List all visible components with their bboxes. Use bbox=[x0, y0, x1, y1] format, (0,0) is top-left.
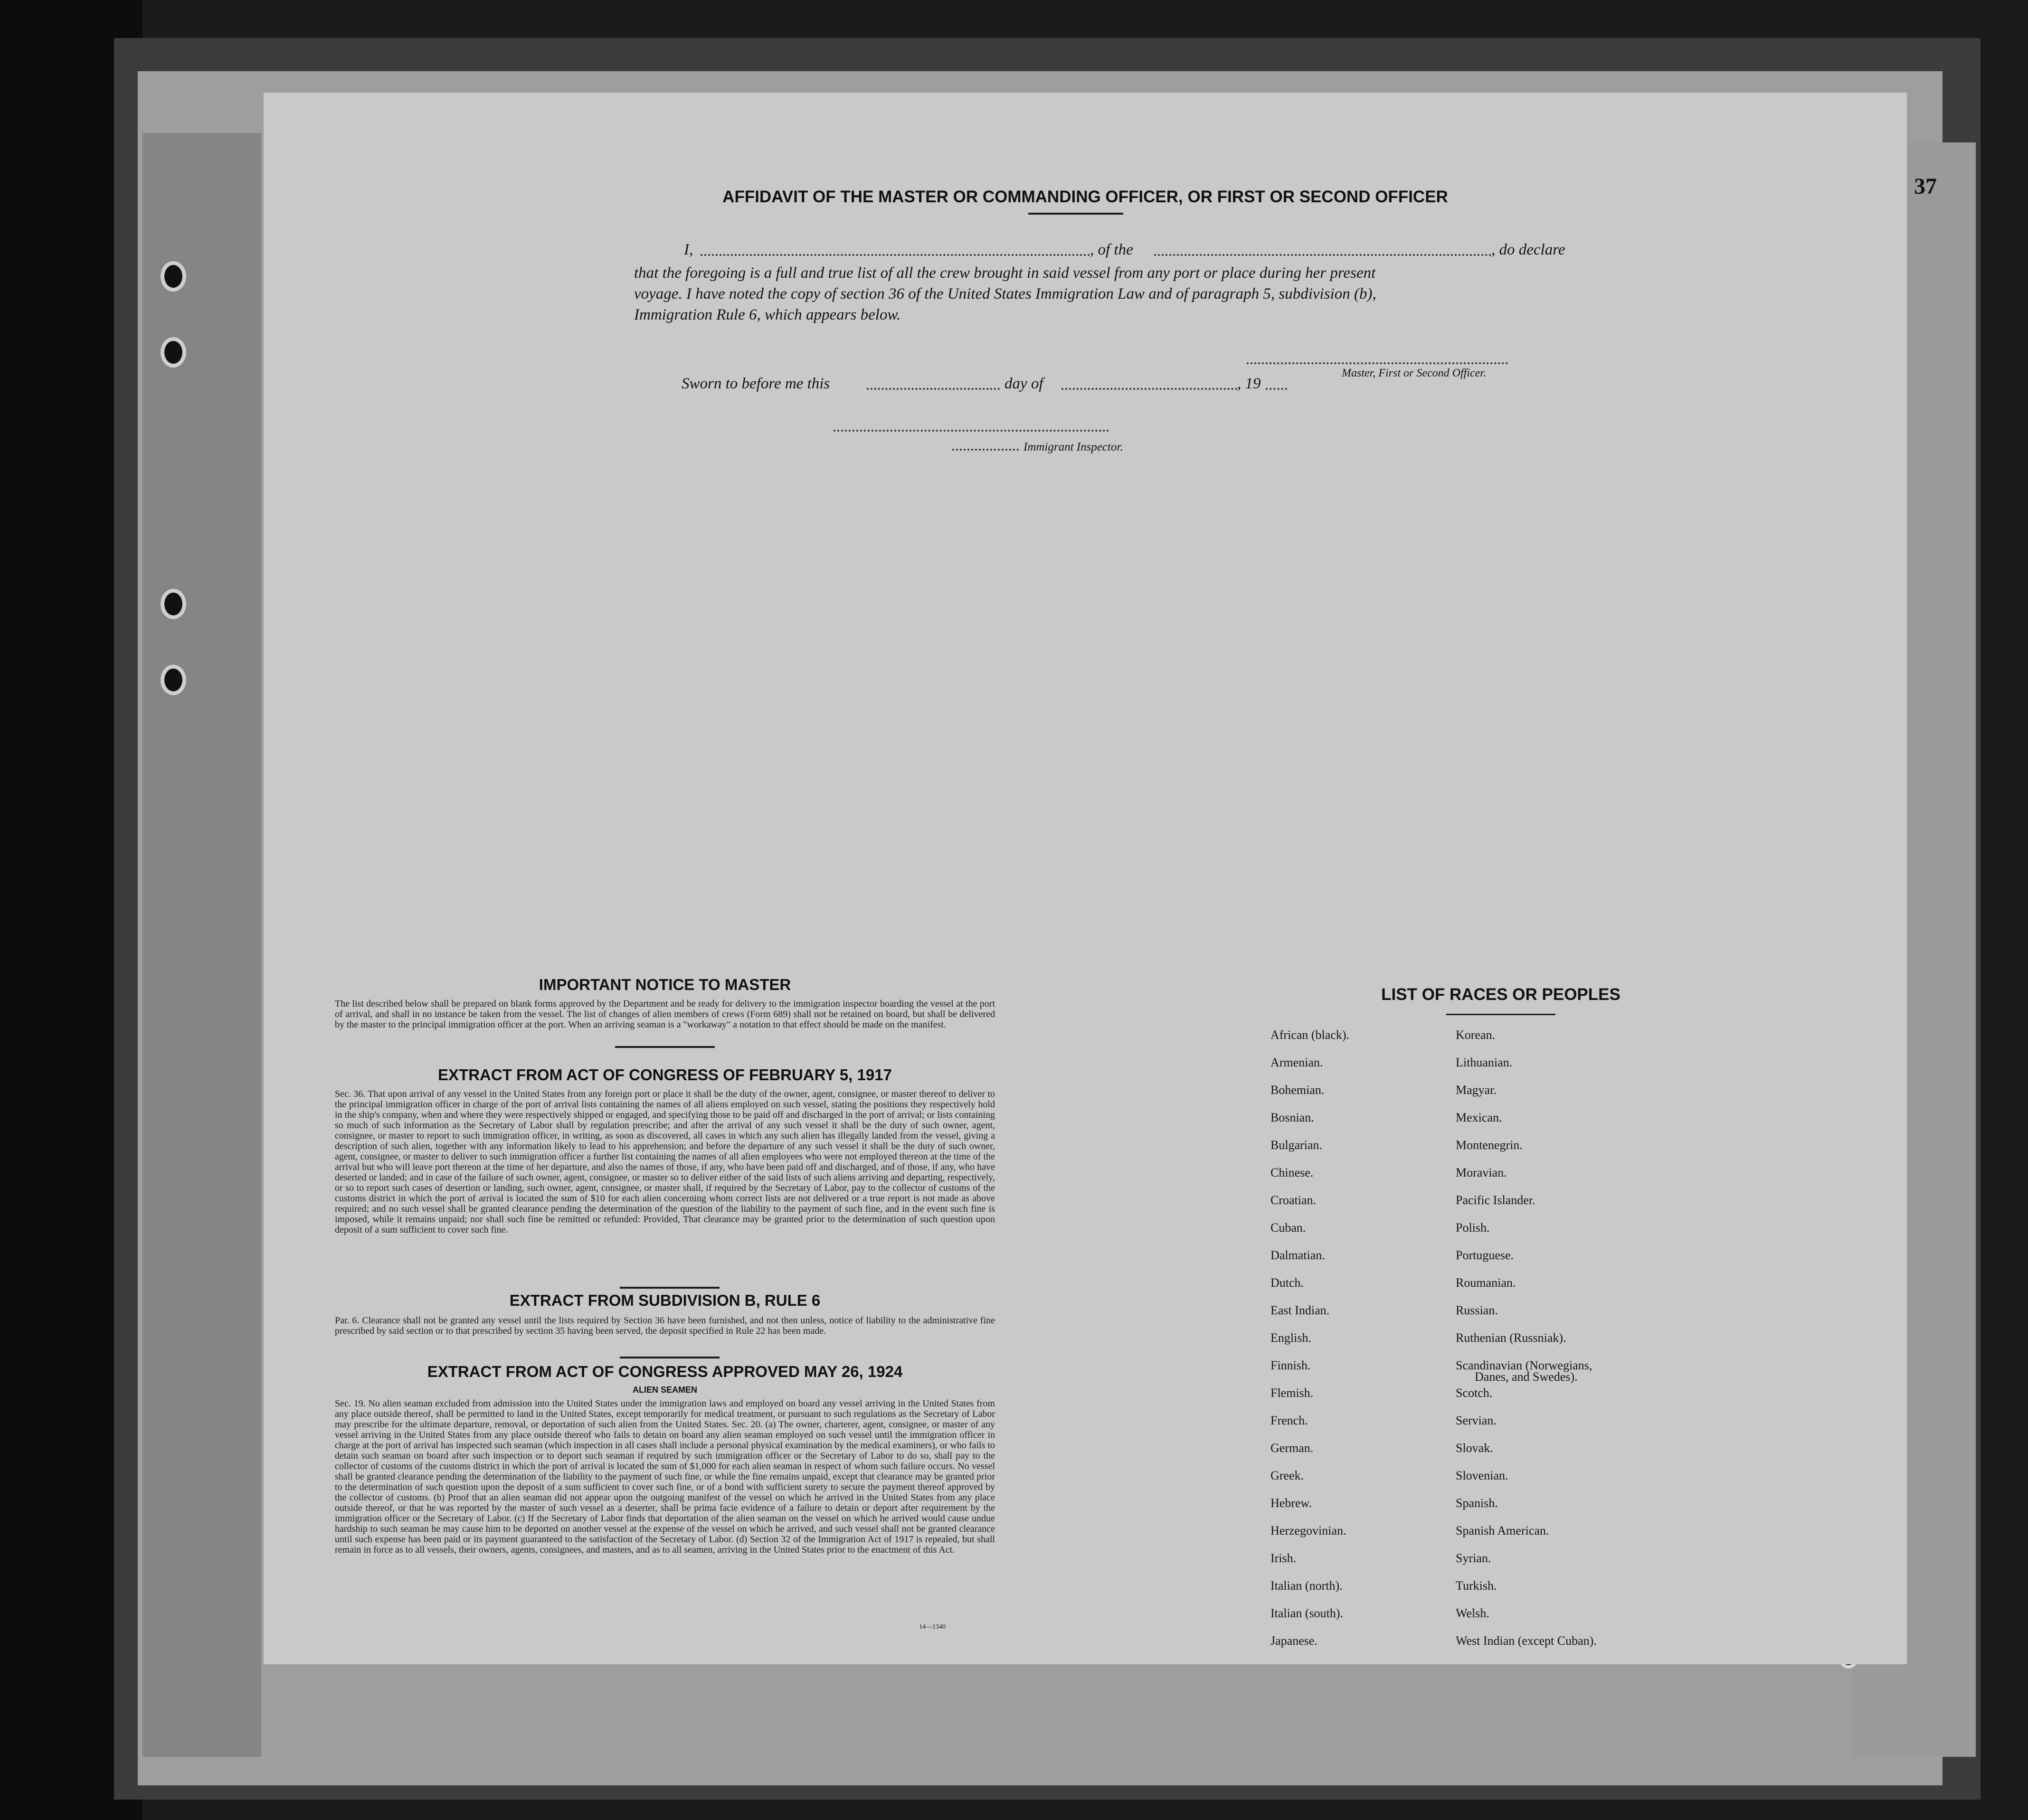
affidavit-title: AFFIDAVIT OF THE MASTER OR COMMANDING OFFICER, OR FIRST OR SECOND OFFICER bbox=[722, 188, 1448, 206]
race-item: Hebrew. bbox=[1270, 1496, 1312, 1510]
race-item: Scotch. bbox=[1456, 1386, 1493, 1400]
race-item: Portuguese. bbox=[1456, 1248, 1514, 1262]
race-item: Chinese. bbox=[1270, 1166, 1314, 1179]
divider bbox=[615, 1046, 715, 1048]
notice-title: IMPORTANT NOTICE TO MASTER bbox=[539, 976, 791, 993]
race-item: Montenegrin. bbox=[1456, 1138, 1523, 1152]
master-signature-line bbox=[1247, 362, 1508, 364]
extract-rule6-text: Par. 6. Clearance shall not be granted any vessel until the lists required by Section 36 have been furnished, and not then unless, notice of liability to the administrative fine prescribed by said section or to that prescribed by section 35 having been served, the deposit specified in Rule 22 has been made. bbox=[335, 1315, 995, 1336]
race-item: Korean. bbox=[1456, 1028, 1496, 1042]
sworn-year-line bbox=[1266, 388, 1287, 390]
extract-1917-title: EXTRACT FROM ACT OF CONGRESS OF FEBRUARY 5, 1917 bbox=[438, 1066, 892, 1084]
race-item: Russian. bbox=[1456, 1303, 1498, 1317]
vessel-name-line bbox=[1154, 254, 1491, 256]
race-item: Lithuanian. bbox=[1456, 1056, 1513, 1069]
binder-hole bbox=[161, 589, 186, 619]
race-item: Greek. bbox=[1270, 1469, 1304, 1482]
extract-1924-title: EXTRACT FROM ACT OF CONGRESS APPROVED MAY 26, 1924 bbox=[427, 1363, 903, 1380]
race-item: Armenian. bbox=[1270, 1056, 1323, 1069]
binder-hole bbox=[161, 337, 186, 368]
race-item: Dutch. bbox=[1270, 1276, 1304, 1290]
form-code: 14—1340 bbox=[919, 1623, 946, 1631]
sworn-day-of: day of bbox=[1005, 375, 1043, 392]
affidavit-declare: , do declare bbox=[1491, 241, 1565, 258]
race-item: Roumanian. bbox=[1456, 1276, 1516, 1290]
race-item: West Indian (except Cuban). bbox=[1456, 1634, 1597, 1648]
race-item: Italian (north). bbox=[1270, 1579, 1343, 1593]
sworn-prefix: Sworn to before me this bbox=[682, 375, 830, 392]
race-item: Scandinavian (Norwegians, bbox=[1456, 1358, 1592, 1372]
race-item: Welsh. bbox=[1456, 1606, 1489, 1620]
race-item: French. bbox=[1270, 1414, 1308, 1427]
race-item: Italian (south). bbox=[1270, 1606, 1344, 1620]
race-item: Dalmatian. bbox=[1270, 1248, 1325, 1262]
master-signature-label: Master, First or Second Officer. bbox=[1342, 367, 1486, 379]
race-item: Magyar. bbox=[1456, 1083, 1497, 1097]
affidavit-sheet bbox=[264, 93, 1907, 1664]
races-title: LIST OF RACES OR PEOPLES bbox=[1381, 985, 1621, 1004]
race-item: Bosnian. bbox=[1270, 1111, 1314, 1124]
extract-rule6-title: EXTRACT FROM SUBDIVISION B, RULE 6 bbox=[509, 1292, 821, 1309]
sworn-year: , 19 bbox=[1237, 375, 1261, 392]
race-item: Croatian. bbox=[1270, 1193, 1317, 1207]
race-item: Slovak. bbox=[1456, 1441, 1493, 1455]
race-item: Slovenian. bbox=[1456, 1469, 1508, 1482]
race-item: Spanish. bbox=[1456, 1496, 1498, 1510]
page-number: 37 bbox=[1914, 174, 1937, 199]
underlying-page-margin-left bbox=[142, 133, 261, 1757]
race-item: Servian. bbox=[1456, 1414, 1497, 1427]
race-item: African (black). bbox=[1270, 1028, 1350, 1042]
affidavit-line-4: Immigration Rule 6, which appears below. bbox=[634, 306, 901, 323]
race-item-continued: Danes, and Swedes). bbox=[1475, 1370, 1578, 1384]
binder-hole bbox=[161, 665, 186, 695]
race-item: East Indian. bbox=[1270, 1303, 1330, 1317]
race-item: Japanese. bbox=[1270, 1634, 1317, 1648]
divider bbox=[1446, 1014, 1555, 1015]
race-item: English. bbox=[1270, 1331, 1311, 1345]
master-name-line bbox=[701, 254, 1090, 256]
divider bbox=[1028, 213, 1123, 215]
inspector-lead-line bbox=[952, 449, 1019, 451]
race-item: Mexican. bbox=[1456, 1111, 1502, 1124]
race-item: Ruthenian (Russniak). bbox=[1456, 1331, 1566, 1345]
notice-text: The list described below shall be prepared on blank forms approved by the Department and be ready for delivery to the immigration inspector boarding the vessel at the port of arrival, and shall in no instance be taken from the vessel. The list of changes of alien members of crews (Form 689) shall not be retained on board, but shall be delivered by the master to the principal immigration officer at the port. When an arriving seaman is a "workaway" a notation to that effect should be made on the manifest. bbox=[335, 999, 995, 1030]
sworn-month-line bbox=[1061, 388, 1237, 390]
race-item: Herzegovinian. bbox=[1270, 1524, 1346, 1537]
race-item: Turkish. bbox=[1456, 1579, 1497, 1593]
inspector-label: Immigrant Inspector. bbox=[1023, 441, 1123, 453]
sworn-day-line bbox=[867, 388, 1000, 390]
inspector-signature-line bbox=[834, 430, 1109, 432]
affidavit-i: I, bbox=[684, 241, 693, 258]
binder-hole bbox=[161, 261, 186, 292]
extract-1917-text: Sec. 36. That upon arrival of any vessel in the United States from any foreign port or place it shall be the duty of the owner, agent, consignee, or master thereof to deliver to the principal immigration officer in charge of the port of arrival lists containing the names of all aliens employed on such vessel, stating the positions they respectively hold in the ship's company, when and where they were respectively shipped or engaged, and specifying those to be paid off and discharged in the port of arrival; or lists containing so much of such information as the Secretary of Labor shall by regulation prescribe; and after the arrival of any such vessel it shall be the duty of such owner, agent, consignee, or master to report to such immigration officer, in writing, as soon as discovered, all cases in which any such alien has illegally landed from the vessel, giving a description of such alien, together with any information likely to lead to his apprehension; and before the departure of any such vessel it shall be the duty of such owner, agent, consignee, or master to deliver to such immigration officer a further list containing the names of all alien employees who were not employed thereon at the time of the arrival but who will leave port thereon at the time of her departure, and also the names of those, if any, who have been paid off and discharged, and of those, if any, who have deserted or landed; and in case of the failure of such owner, agent, consignee, or master so to deliver either of the said lists of such aliens arriving and departing, respectively, or so to report such cases of desertion or landing, such owner, agent, consignee, or master shall, if required by the Secretary of Labor, pay to the collector of customs of the customs district in which the port of arrival is located the sum of $10 for each alien concerning whom correct lists are not delivered or a true report is not made as above required; and no such vessel shall be granted clearance pending the determination of the question of the liability to the payment of such fine, and in the event such fine is imposed, while it remains unpaid; nor shall such fine be remitted or refunded: Provided, That clearance may be granted prior to the determination of such question upon deposit of a sum sufficient to cover such fine. bbox=[335, 1089, 995, 1235]
affidavit-line-3: voyage. I have noted the copy of section 36 of the United States Immigration Law and of paragraph 5, subdivision (b), bbox=[634, 285, 1376, 302]
race-item: Polish. bbox=[1456, 1221, 1490, 1235]
race-item: German. bbox=[1270, 1441, 1314, 1455]
divider bbox=[620, 1357, 720, 1358]
extract-1924-text: Sec. 19. No alien seaman excluded from admission into the United States under the immigration laws and employed on board any vessel arriving in the United States from any place outside thereof, shall be permitted to land in the United States, except temporarily for medical treatment, or pursuant to such regulations as the Secretary of Labor may prescribe for the ultimate departure, removal, or deportation of such alien from the United States. Sec. 20. (a) The owner, charterer, agent, consignee, or master of any vessel arriving in the United States from any place outside thereof who fails to detain on board any alien seaman employed on such vessel until the immigration officer in charge at the port of arrival has inspected such seaman (which inspection in all cases shall include a personal physical examination by the medical examiners), or who fails to detain such seaman on board after such inspection or to deport such seaman if required by such immigration officer or the Secretary of Labor to do so, shall pay to the collector of customs of the customs district in which the port of arrival is located the sum of $1,000 for each alien seaman in respect of whom such failure occurs. No vessel shall be granted clearance pending the determination of the liability to the payment of such fine, or while the fine remains unpaid, except that clearance may be granted prior to the determination of such question upon the deposit of a sum sufficient to cover such fine, or of a bond with sufficient surety to secure the payment thereof approved by the collector of customs. (b) Proof that an alien seaman did not appear upon the outgoing manifest of the vessel on which he arrived in the United States from any place outside thereof, or that he was reported by the master of such vessel as a deserter, shall be prima facie evidence of a failure to detain or deport after requirement by the immigration officer or the Secretary of Labor. (c) If the Secretary of Labor finds that deportation of the alien seaman on the vessel on which he arrived would cause undue hardship to such seaman he may cause him to be deported on another vessel at the expense of the vessel on which he arrived, and such vessel shall not be granted clearance until such expense has been paid or its payment guaranteed to the satisfaction of the Secretary of Labor. (d) Section 32 of the Immigration Act of 1917 is repealed, but shall remain in force as to all vessels, their owners, agents, consignees, and masters, and as to all seamen, arriving in the United States prior to the enactment of this Act. bbox=[335, 1398, 995, 1555]
affidavit-of-the: , of the bbox=[1090, 241, 1133, 258]
race-item: Bulgarian. bbox=[1270, 1138, 1323, 1152]
race-item: Spanish American. bbox=[1456, 1524, 1549, 1537]
extract-1924-subtitle: ALIEN SEAMEN bbox=[632, 1385, 697, 1395]
affidavit-line-2: that the foregoing is a full and true list of all the crew brought in said vessel from any port or place during her present bbox=[634, 264, 1376, 282]
divider bbox=[620, 1287, 720, 1289]
race-item: Moravian. bbox=[1456, 1166, 1507, 1179]
race-item: Bohemian. bbox=[1270, 1083, 1325, 1097]
race-item: Flemish. bbox=[1270, 1386, 1314, 1400]
race-item: Syrian. bbox=[1456, 1551, 1491, 1565]
race-item: Finnish. bbox=[1270, 1358, 1311, 1372]
race-item: Irish. bbox=[1270, 1551, 1297, 1565]
race-item: Cuban. bbox=[1270, 1221, 1306, 1235]
race-item: Pacific Islander. bbox=[1456, 1193, 1535, 1207]
